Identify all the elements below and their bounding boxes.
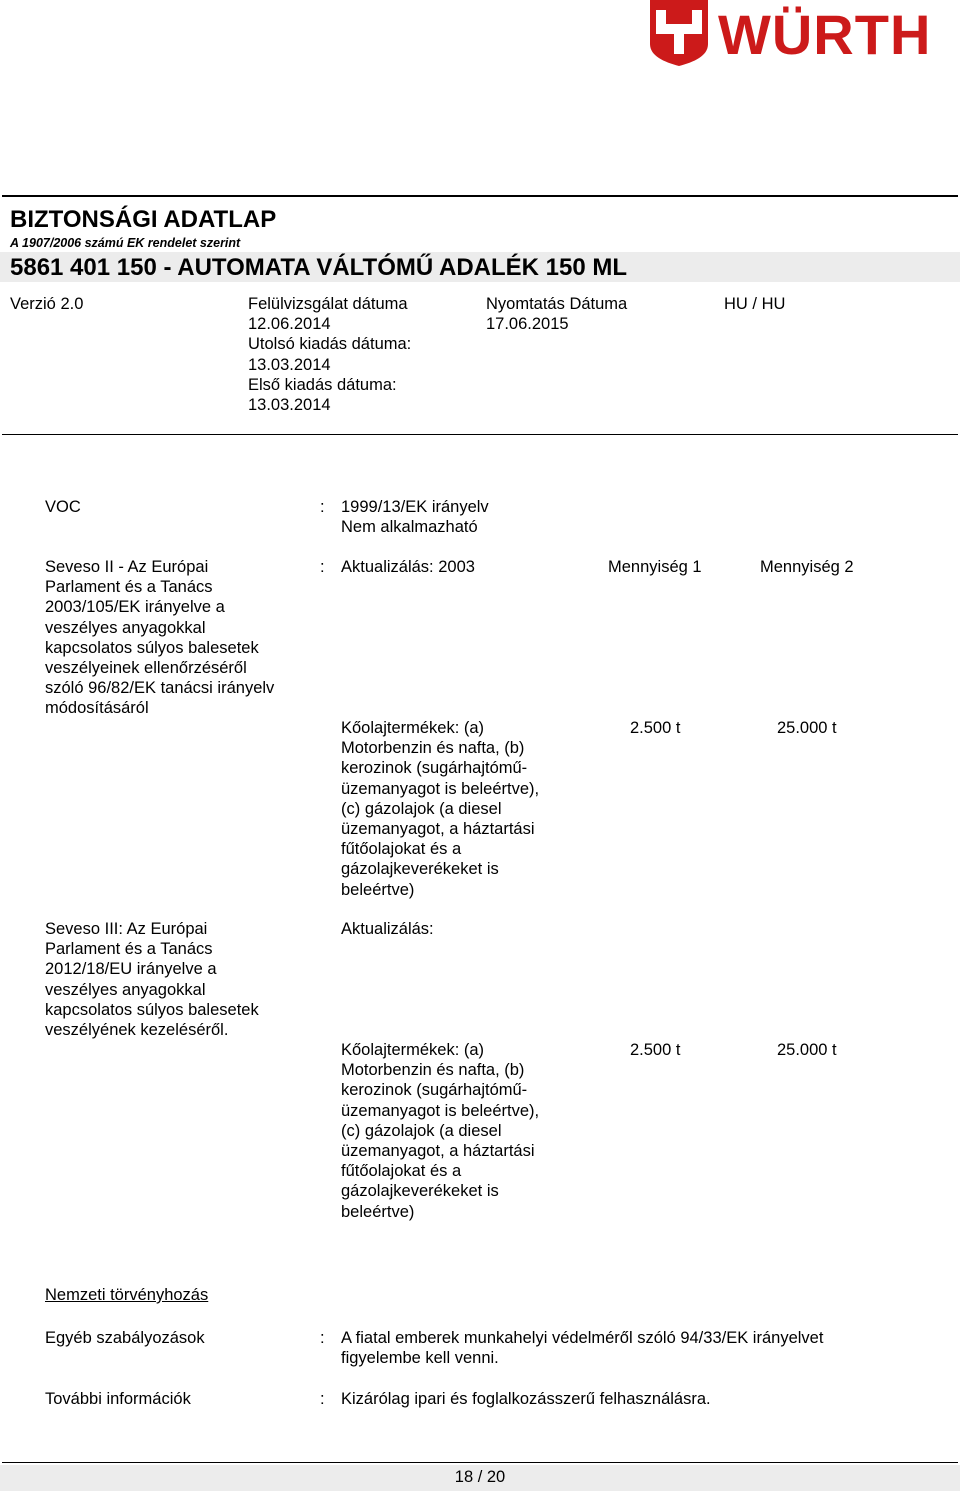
seveso3-desc-line: gázolajkeverékeket is xyxy=(341,1182,499,1201)
seveso3-label-line: veszélyének kezeléséről. xyxy=(45,1021,229,1040)
seveso2-desc-line: Motorbenzin és nafta, (b) xyxy=(341,739,525,758)
seveso2-desc-line: gázolajkeverékeket is xyxy=(341,860,499,879)
review-label: Felülvizsgálat dátuma xyxy=(248,295,408,313)
seveso3-desc-line: fűtőolajokat és a xyxy=(341,1162,462,1181)
additional-info-value: Kizárólag ipari és foglalkozásszerű felhasználásra. xyxy=(341,1390,711,1408)
other-regulations-colon: : xyxy=(320,1329,325,1347)
seveso3-update: Aktualizálás: xyxy=(341,920,434,938)
voc-line-2: Nem alkalmazható xyxy=(341,518,478,537)
voc-line-1: 1999/13/EK irányelv xyxy=(341,498,489,516)
review-date: 12.06.2014 xyxy=(248,315,331,334)
seveso2-desc-line: üzemanyagot is beleértve), xyxy=(341,779,540,798)
seveso2-description xyxy=(341,718,539,900)
last-issue-label: Utolsó kiadás dátuma: xyxy=(248,335,412,354)
seveso2-label-line: szóló 96/82/EK tanácsi irányelv xyxy=(45,679,275,698)
seveso2-label-line: Seveso II - Az Európai xyxy=(45,558,209,576)
seveso2-label-line: módosításáról xyxy=(45,699,149,718)
seveso2-desc-line: Kőolajtermékek: (a) xyxy=(341,719,485,737)
national-heading: Nemzeti törvényhozás xyxy=(45,1286,209,1304)
print-date: 17.06.2015 xyxy=(486,315,569,334)
seveso3-desc-line: beleértve) xyxy=(341,1202,415,1221)
seveso2-label-line: kapcsolatos súlyos balesetek xyxy=(45,638,259,657)
voc-value xyxy=(341,497,489,537)
seveso3-label-line: Parlament és a Tanács xyxy=(45,940,213,959)
seveso3-desc-line: Motorbenzin és nafta, (b) xyxy=(341,1061,525,1080)
seveso3-desc-line: üzemanyagot is beleértve), xyxy=(341,1101,540,1120)
product-title: 5861 401 150 - AUTOMATA VÁLTÓMŰ ADALÉK 150 ML xyxy=(10,254,628,281)
additional-info-label: További információk xyxy=(45,1390,191,1408)
meta-rule xyxy=(2,434,958,435)
seveso3-desc-line: üzemanyagot, a háztartási xyxy=(341,1142,535,1161)
qty2-header: Mennyiség 2 xyxy=(760,558,854,576)
version-block xyxy=(10,294,83,314)
header-rule xyxy=(2,195,958,197)
seveso2-update: Aktualizálás: 2003 xyxy=(341,558,475,576)
seveso2-qty1: 2.500 t xyxy=(630,719,681,737)
seveso3-label-line: 2012/18/EU irányelve a xyxy=(45,960,217,979)
seveso2-desc-line: fűtőolajokat és a xyxy=(341,840,462,859)
seveso3-desc-line: (c) gázolajok (a diesel xyxy=(341,1121,502,1140)
first-issue-label: Első kiadás dátuma: xyxy=(248,375,397,394)
other-regulations-line-2: figyelembe kell venni. xyxy=(341,1349,499,1368)
wurth-logo xyxy=(648,0,960,68)
document-title: BIZTONSÁGI ADATLAP xyxy=(10,206,277,233)
footer-rule xyxy=(2,1462,958,1463)
last-issue-date: 13.03.2014 xyxy=(248,355,331,374)
qty1-header: Mennyiség 1 xyxy=(608,558,702,576)
seveso3-label xyxy=(45,919,305,1040)
other-regulations-label: Egyéb szabályozások xyxy=(45,1329,205,1347)
seveso2-desc-line: beleértve) xyxy=(341,880,415,899)
language: HU / HU xyxy=(724,295,786,313)
print-block xyxy=(486,294,627,334)
seveso3-desc-line: kerozinok (sugárhajtómű- xyxy=(341,1081,528,1100)
seveso2-desc-line: kerozinok (sugárhajtómű- xyxy=(341,759,528,778)
seveso2-desc-line: (c) gázolajok (a diesel xyxy=(341,799,502,818)
version: Verzió 2.0 xyxy=(10,295,84,313)
dates-block xyxy=(248,294,411,415)
page-number: 18 / 20 xyxy=(454,1468,506,1486)
document-subtitle: A 1907/2006 számú EK rendelet szerint xyxy=(10,236,241,250)
first-issue-date: 13.03.2014 xyxy=(248,396,331,415)
seveso2-label-line: veszélyes anyagokkal xyxy=(45,618,206,637)
voc-label: VOC xyxy=(45,498,81,516)
other-regulations-value xyxy=(341,1328,823,1368)
seveso3-label-line: kapcsolatos súlyos balesetek xyxy=(45,1000,259,1019)
seveso3-qty2: 25.000 t xyxy=(777,1041,837,1059)
other-regulations-line-1: A fiatal emberek munkahelyi védelméről szóló 94/33/EK irányelvet xyxy=(341,1329,824,1347)
seveso3-description xyxy=(341,1040,539,1222)
language-block xyxy=(724,294,785,314)
seveso2-colon: : xyxy=(320,558,325,576)
seveso2-desc-line: üzemanyagot, a háztartási xyxy=(341,820,535,839)
voc-colon: : xyxy=(320,498,325,516)
seveso2-label-line: veszélyeinek ellenőrzéséről xyxy=(45,659,247,678)
print-label: Nyomtatás Dátuma xyxy=(486,295,628,313)
seveso3-label-line: veszélyes anyagokkal xyxy=(45,980,206,999)
seveso3-label-line: Seveso III: Az Európai xyxy=(45,920,208,938)
wurth-logo-text: WÜRTH xyxy=(718,3,932,66)
seveso3-qty1: 2.500 t xyxy=(630,1041,681,1059)
seveso2-qty2: 25.000 t xyxy=(777,719,837,737)
additional-info-colon: : xyxy=(320,1390,325,1408)
seveso2-label-line: 2003/105/EK irányelve a xyxy=(45,598,225,617)
seveso3-desc-line: Kőolajtermékek: (a) xyxy=(341,1041,485,1059)
seveso2-label xyxy=(45,557,305,719)
seveso2-label-line: Parlament és a Tanács xyxy=(45,578,213,597)
